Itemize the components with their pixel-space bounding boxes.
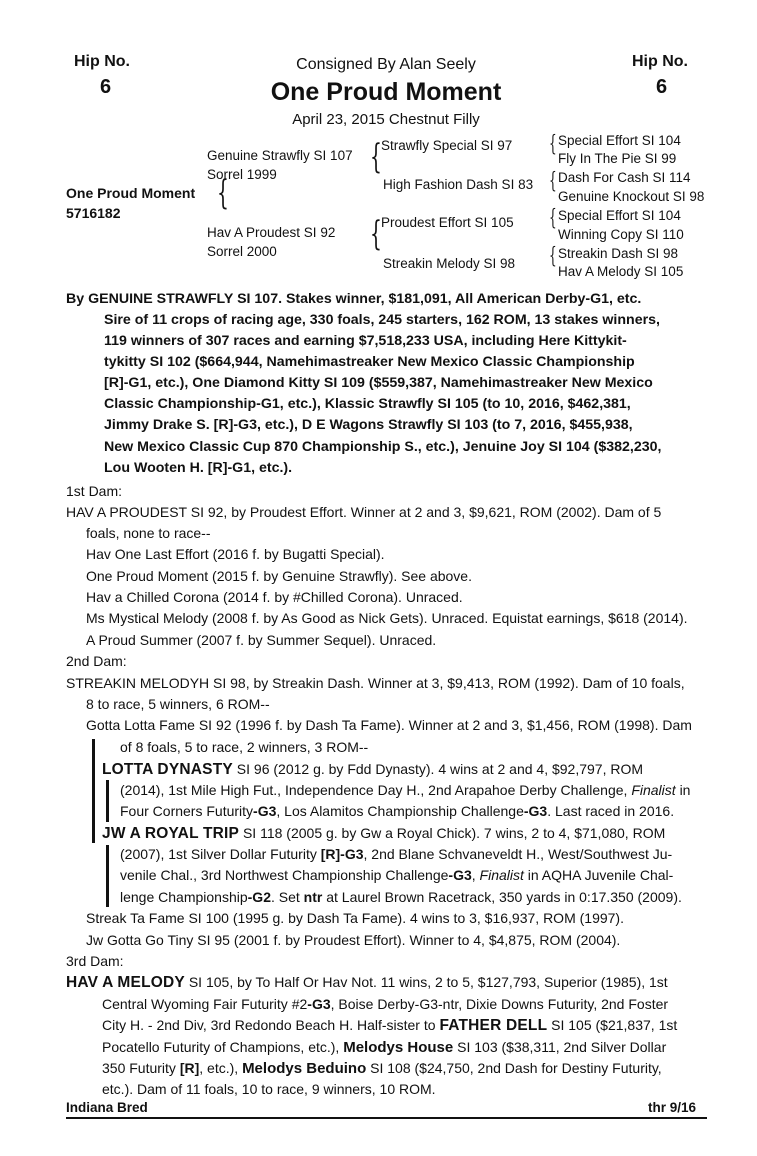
pedigree-dam-info: Sorrel 2000 <box>207 244 277 259</box>
third-dam-r: [R] <box>179 1060 200 1076</box>
sire-line-3: 119 winners of 307 races and earning $7,518,233 USA, including Here Kittykit- <box>104 333 627 349</box>
lotta-dynasty-name: LOTTA DYNASTY <box>102 761 233 778</box>
pedigree-g2: Fly In The Pie SI 99 <box>558 151 677 166</box>
jw-line-2 <box>120 844 672 865</box>
sire-line-7: Jimmy Drake S. [R]-G3, etc.), D E Wagons Strawfly SI 103 (to 7, 2016, $455,938, <box>104 417 633 433</box>
pedigree-g5: Special Effort SI 104 <box>558 208 681 223</box>
jw-line-3a: venile Chal., 3rd Northwest Championship Challenge <box>120 867 449 883</box>
pedigree-sire-dam: High Fashion Dash SI 83 <box>383 177 534 192</box>
produce-item: Ms Mystical Melody (2008 f. by As Good as Nick Gets). Unraced. Equistat earnings, $618 (2014). <box>86 610 688 626</box>
third-dam-line-2a: Central Wyoming Fair Futurity #2 <box>102 996 308 1012</box>
third-dam-heading: 3rd Dam: <box>66 953 124 969</box>
gotta-line-2: of 8 foals, 5 to race, 2 winners, 3 ROM-- <box>120 739 369 755</box>
third-dam-line-1 <box>66 972 668 993</box>
first-dam-heading: 1st Dam: <box>66 483 123 499</box>
jw-g3: -G3 <box>448 867 472 883</box>
first-dam-line-1: HAV A PROUDEST SI 92, by Proudest Effort. Winner at 2 and 3, $9,621, ROM (2002). Dam of 5 <box>66 504 662 520</box>
pedigree-g7: Streakin Dash SI 98 <box>558 246 679 261</box>
third-dam-line-3 <box>102 1015 677 1036</box>
pedigree-sire: Genuine Strawfly SI 107 <box>207 148 353 163</box>
pedigree-g8: Hav A Melody SI 105 <box>558 264 684 279</box>
family-bar-lotta <box>106 780 109 822</box>
third-dam-line-1-text: SI 105, by To Half Or Hav Not. 11 wins, 2 to 5, $127,793, Superior (1985), 1st <box>188 974 668 990</box>
melodys-beduino-name: Melodys Beduino <box>242 1060 367 1077</box>
brace-subject: { <box>217 173 229 213</box>
third-dam-line-4 <box>102 1037 666 1058</box>
pedigree-reg: 5716182 <box>66 205 121 221</box>
jw-r-g3: [R]-G3 <box>320 846 364 862</box>
third-dam-g3: -G3 <box>307 996 331 1012</box>
third-dam-line-2 <box>102 994 668 1015</box>
family-bar-jw <box>106 845 109 907</box>
brace-g1: { <box>549 132 557 157</box>
jw-g2: -G2 <box>247 889 271 905</box>
third-dam-line-5a: 350 Futurity <box>102 1060 176 1076</box>
brace-g3: { <box>549 206 557 231</box>
lotta-line-1-text: SI 96 (2012 g. by Fdd Dynasty). 4 wins at 2 and 4, $92,797, ROM <box>236 761 644 777</box>
second-dam-line-1: STREAKIN MELODYH SI 98, by Streakin Dash. Winner at 3, $9,413, ROM (1992). Dam of 10 foals, <box>66 675 685 691</box>
sire-line-8: New Mexico Classic Cup 870 Championship S., etc.), Jenuine Joy SI 104 ($382,230, <box>104 439 662 455</box>
jw-line-2a: (2007), 1st Silver Dollar Futurity <box>120 846 317 862</box>
jw-line-4a: lenge Championship <box>120 889 248 905</box>
footer-bred: Indiana Bred <box>66 1100 148 1115</box>
jw-line-2b: , 2nd Blane Schvaneveldt H., West/Southwest Ju- <box>363 846 673 862</box>
second-dam-heading: 2nd Dam: <box>66 653 127 669</box>
hip-label-right: Hip No. <box>632 53 688 70</box>
pedigree-g1: Special Effort SI 104 <box>558 133 681 148</box>
pedigree-sire-info: Sorrel 1999 <box>207 167 277 182</box>
second-dam-other: Jw Gotta Go Tiny SI 95 (2001 f. by Proudest Effort). Winner to 4, $4,875, ROM (2004). <box>86 932 621 948</box>
jw-line-4 <box>120 887 682 908</box>
brace-g4: { <box>549 244 557 269</box>
produce-item: Hav One Last Effort (2016 f. by Bugatti Special). <box>86 546 385 562</box>
jw-line-1-text: SI 118 (2005 g. by Gw a Royal Chick). 7 wins, 2 to 4, $71,080, ROM <box>242 825 666 841</box>
lotta-finalist: Finalist <box>631 782 676 798</box>
melodys-house-name: Melodys House <box>343 1039 454 1056</box>
third-dam-line-5 <box>102 1058 662 1079</box>
jw-line-4c: at Laurel Brown Racetrack, 350 yards in 0:17.350 (2009). <box>326 889 682 905</box>
sire-line-5: [R]-G1, etc.), One Diamond Kitty SI 109 ($559,387, Namehimastreaker New Mexico <box>104 375 653 391</box>
brace-dam: { <box>370 214 382 254</box>
pedigree-g3: Dash For Cash SI 114 <box>558 170 691 185</box>
third-dam-line-2b: , Boise Derby-G3-ntr, Dixie Downs Futurity, 2nd Foster <box>330 996 669 1012</box>
produce-item: One Proud Moment (2015 f. by Genuine Strawfly). See above. <box>86 568 472 584</box>
third-dam-line-6: etc.). Dam of 11 foals, 10 to race, 9 winners, 10 ROM. <box>102 1081 436 1097</box>
lotta-line-3b: , Los Alamitos Championship Challenge <box>276 803 524 819</box>
jw-line-1 <box>102 823 665 844</box>
lotta-line-2 <box>120 780 690 801</box>
sire-line-2: Sire of 11 crops of racing age, 330 foals, 245 starters, 162 ROM, 13 stakes winners, <box>104 312 660 328</box>
brace-sire: { <box>370 137 382 177</box>
lotta-g3-b: -G3 <box>523 803 548 819</box>
first-dam-line-2: foals, none to race-- <box>86 525 211 541</box>
third-dam-line-4a: Pocatello Futurity of Champions, etc.), <box>102 1039 340 1055</box>
jw-finalist: Finalist <box>479 867 524 883</box>
pedigree-subject: One Proud Moment <box>66 185 196 201</box>
pedigree-g4: Genuine Knockout SI 98 <box>558 189 705 204</box>
second-dam-line-2: 8 to race, 5 winners, 6 ROM-- <box>86 696 270 712</box>
sire-line-4: tykitty SI 102 ($664,944, Namehimastreaker New Mexico Classic Championship <box>104 354 635 370</box>
footer-rule <box>66 1117 707 1119</box>
family-bar <box>92 739 95 843</box>
lotta-line-3 <box>120 801 674 822</box>
third-dam-line-5b: , etc.), <box>199 1060 239 1076</box>
lotta-line-2-text: (2014), 1st Mile High Fut., Independence Day H., 2nd Arapahoe Derby Challenge, <box>120 782 628 798</box>
jw-ntr: ntr <box>303 889 323 905</box>
pedigree-g6: Winning Copy SI 110 <box>558 227 684 242</box>
horse-title: One Proud Moment <box>270 78 502 106</box>
third-dam-line-4b: SI 103 ($38,311, 2nd Silver Dollar <box>457 1039 667 1055</box>
jw-line-3 <box>120 865 673 886</box>
pedigree-dam: Hav A Proudest SI 92 <box>207 225 336 240</box>
sire-line-9: Lou Wooten H. [R]-G1, etc.). <box>104 460 293 476</box>
third-dam-line-3a: City H. - 2nd Div, 3rd Redondo Beach H. Half-sister to <box>102 1017 436 1033</box>
hav-a-melody-name: HAV A MELODY <box>66 974 185 991</box>
gotta-line-1: Gotta Lotta Fame SI 92 (1996 f. by Dash Ta Fame). Winner at 2 and 3, $1,456, ROM (1998). Dam <box>86 717 692 733</box>
lotta-line-3c: . Last raced in 2016. <box>547 803 675 819</box>
jw-line-4b: . Set <box>270 889 300 905</box>
jw-line-3c: in AQHA Juvenile Chal- <box>523 867 674 883</box>
lotta-in: in <box>679 782 691 798</box>
father-dell-name: FATHER DELL <box>439 1017 548 1034</box>
pedigree-dam-dam: Streakin Melody SI 98 <box>383 256 516 271</box>
third-dam-line-5c: SI 108 ($24,750, 2nd Dash for Destiny Futurity, <box>370 1060 662 1076</box>
hip-number-right: 6 <box>656 76 668 98</box>
footer-code: thr 9/16 <box>648 1100 697 1115</box>
sire-line-6: Classic Championship-G1, etc.), Klassic Strawfly SI 105 (to 10, 2016, $462,381, <box>104 396 631 412</box>
pedigree-sire-sire: Strawfly Special SI 97 <box>381 138 513 153</box>
produce-item: A Proud Summer (2007 f. by Summer Sequel). Unraced. <box>86 632 437 648</box>
lotta-line-1 <box>102 759 643 780</box>
produce-item: Hav a Chilled Corona (2014 f. by #Chilled Corona). Unraced. <box>86 589 463 605</box>
third-dam-line-3b: SI 105 ($21,837, 1st <box>551 1017 678 1033</box>
jw-royal-trip-name: JW A ROYAL TRIP <box>102 825 240 842</box>
foal-info: April 23, 2015 Chestnut Filly <box>292 111 480 128</box>
hip-number-left: 6 <box>100 76 112 98</box>
consignor: Consigned By Alan Seely <box>296 56 476 73</box>
lotta-line-3a: Four Corners Futurity <box>120 803 254 819</box>
pedigree-dam-sire: Proudest Effort SI 105 <box>381 215 514 230</box>
lotta-g3-a: -G3 <box>253 803 277 819</box>
sire-line-1: By GENUINE STRAWFLY SI 107. Stakes winner, $181,091, All American Derby-G1, etc. <box>66 291 642 307</box>
jw-line-3b: , <box>471 867 480 883</box>
second-dam-other: Streak Ta Fame SI 100 (1995 g. by Dash Ta Fame). 4 wins to 3, $16,937, ROM (1997). <box>86 910 624 926</box>
brace-g2: { <box>549 169 557 194</box>
hip-label-left: Hip No. <box>74 53 130 70</box>
